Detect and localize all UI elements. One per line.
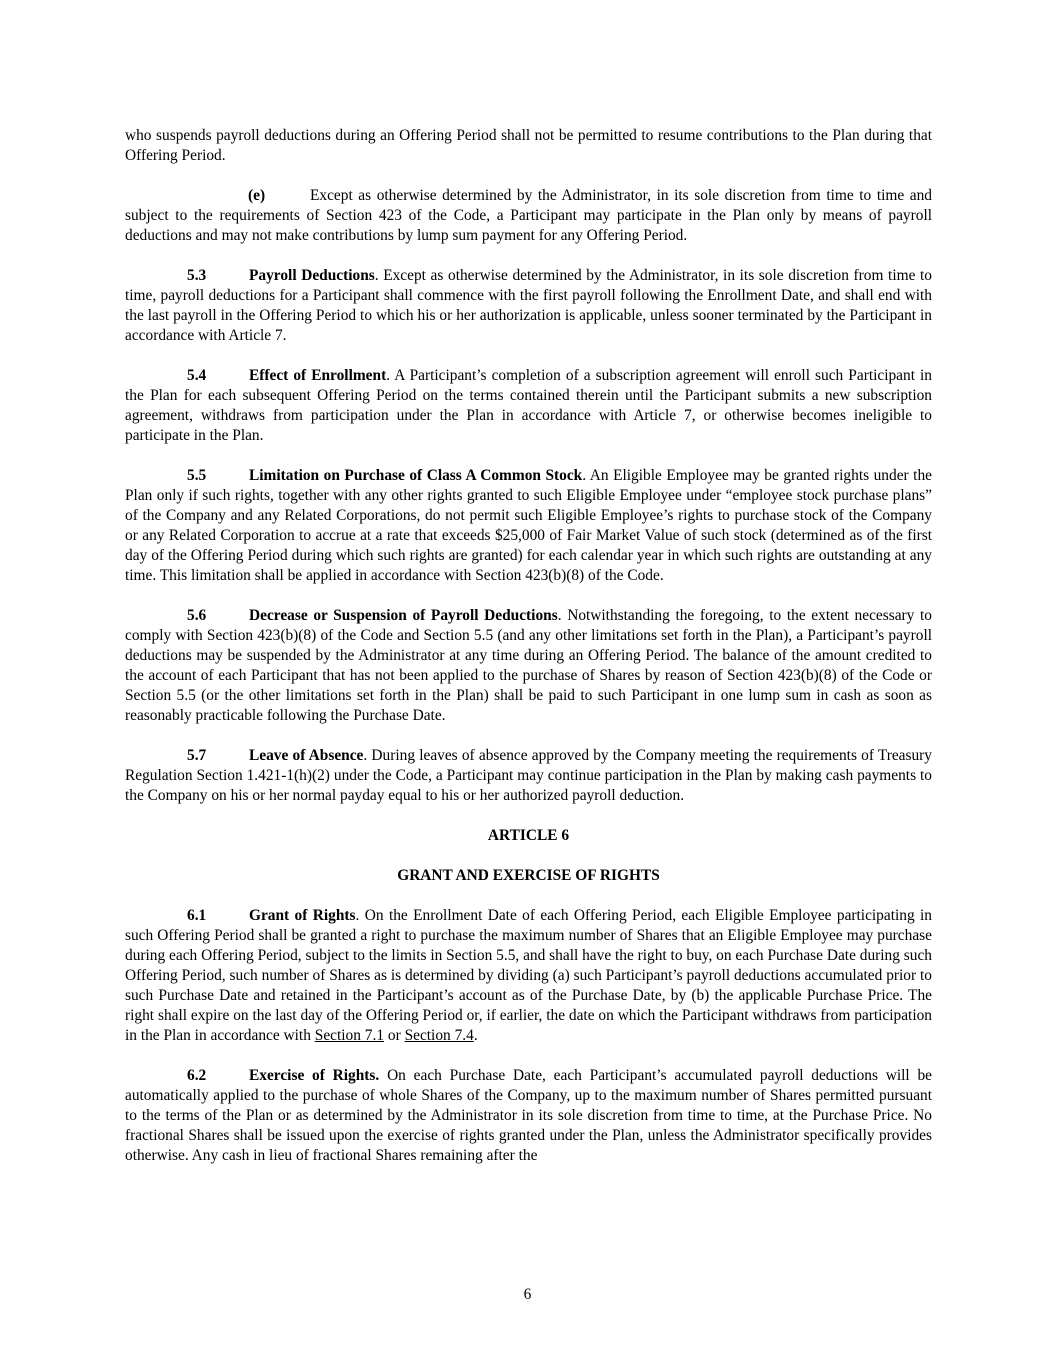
section-number: 5.6	[187, 607, 207, 624]
section-text: . On the Enrollment Date of each Offering Period, each Eligible Employee participating in such Offering Period shall be granted a right to purchase the maximum number of Shares that an Eligible Employee may purchase during each Offering Period, subject to the limits in Section 5.5, and shall have the right to buy, on each Purchase Date during such Offering Period, such number of Shares as is determined by dividing (a) such Participant’s payroll deductions accumulated prior to such Purchase Date and retained in the Participant’s account as of the Purchase Date, by (b) the applicable Purchase Price. The right shall expire on the last day of the Offering Period or, if earlier, the date on which the Participant withdraws from participation in the Plan in accordance with	[125, 907, 932, 1044]
section-text: . Except as otherwise determined by the Administrator, in its sole discretion from time to time, payroll deductions for a Participant shall commence with the first payroll following the Enrollment Date, and shall end with the last payroll in the Offering Period to which his or her authorization is applicable, unless sooner terminated by the Participant in accordance with Article 7.	[125, 267, 932, 344]
section-5-5	[125, 466, 932, 586]
section-text: . During leaves of absence approved by the Company meeting the requirements of Treasury Regulation Section 1.421-1(h)(2) under the Code, a Participant may continue participation in the Plan by making cash payments to the Company on his or her normal payday equal to his or her authorized payroll deduction.	[125, 747, 933, 804]
paragraph-label: (e)	[248, 187, 266, 204]
section-heading: Decrease or Suspension of Payroll Deductions	[249, 607, 558, 624]
continued-text: who suspends payroll deductions during an Offering Period shall not be permitted to resume contributions to the Plan during that Offering Period.	[125, 127, 932, 164]
section-7-4-link[interactable]: Section 7.4	[404, 1027, 474, 1044]
section-7-1-link[interactable]: Section 7.1	[314, 1027, 385, 1044]
section-number: 5.3	[187, 267, 207, 284]
section-text: . Notwithstanding the foregoing, to the extent necessary to comply with Section 423(b)(8) of the Code and Section 5.5 (and any other limitations set forth in the Plan), a Participant’s payroll deductions may be suspended by the Administrator at any time during an Offering Period. The balance of the amount credited to the account of each Participant that has not been applied to the purchase of Shares by reason of Section 423(b)(8) of the Code or Section 5.5 (or the other limitations set forth in the Plan) shall be paid to such Participant in one lump sum in cash as soon as reasonably practicable following the Purchase Date.	[125, 607, 932, 724]
section-number: 5.7	[187, 747, 207, 764]
article-title: GRANT AND EXERCISE OF RIGHTS	[397, 867, 660, 884]
section-text-mid: or	[384, 1027, 405, 1044]
section-text: . An Eligible Employee may be granted rights under the Plan only if such rights, together with any other rights granted to such Eligible Employee under “employee stock purchase plans” of the Company and any Related Corporations, do not permit such Eligible Employee’s rights to purchase stock of the Company or any Related Corporation to accrue at a rate that exceeds $25,000 of Fair Market Value of such stock (determined as of the first day of the Offering Period during which such rights are granted) for each calendar year in which such rights are outstanding at any time. This limitation shall be applied in accordance with Section 423(b)(8) of the Code.	[125, 467, 932, 584]
section-heading: Exercise of Rights.	[249, 1067, 380, 1084]
article-label: ARTICLE 6	[487, 827, 570, 844]
section-number: 5.5	[187, 467, 207, 484]
continued-paragraph	[125, 126, 932, 166]
section-heading: Leave of Absence	[249, 747, 364, 764]
page-number: 6	[523, 1286, 532, 1303]
section-number: 6.1	[187, 907, 207, 924]
paragraph-5-2-e	[125, 186, 932, 246]
section-heading: Effect of Enrollment	[249, 367, 387, 384]
section-heading: Payroll Deductions	[249, 267, 375, 284]
section-5-3	[125, 266, 932, 346]
section-text: . A Participant’s completion of a subscription agreement will enroll such Participant in the Plan for each subsequent Offering Period on the terms contained therein until the Participant submits a new subscription agreement, withdraws from participation under the Plan in accordance with Article 7, or otherwise becomes ineligible to participate in the Plan.	[125, 367, 932, 444]
section-text: On each Purchase Date, each Participant’s accumulated payroll deductions will be automatically applied to the purchase of whole Shares of the Company, up to the maximum number of Shares permitted pursuant to the terms of the Plan or as determined by the Administrator in its sole discretion from time to time, at the Purchase Price. No fractional Shares shall be issued upon the exercise of rights granted under the Plan, unless the Administrator specifically provides otherwise. Any cash in lieu of fractional Shares remaining after the	[125, 1067, 932, 1164]
section-heading: Grant of Rights	[249, 907, 356, 924]
section-heading: Limitation on Purchase of Class A Common Stock	[249, 467, 583, 484]
section-5-7	[125, 746, 932, 806]
section-number: 6.2	[187, 1067, 207, 1084]
section-text-end: .	[473, 1027, 478, 1044]
section-number: 5.4	[187, 367, 207, 384]
section-5-6	[125, 606, 932, 726]
section-6-1	[125, 906, 932, 1046]
section-6-2	[125, 1066, 932, 1166]
section-5-4	[125, 366, 932, 446]
document-page	[125, 126, 932, 1186]
paragraph-text: Except as otherwise determined by the Administrator, in its sole discretion from time to time and subject to the requirements of Section 423 of the Code, a Participant may participate in the Plan only by means of payroll deductions and may not make contributions by lump sum payment for any Offering Period.	[125, 187, 932, 244]
